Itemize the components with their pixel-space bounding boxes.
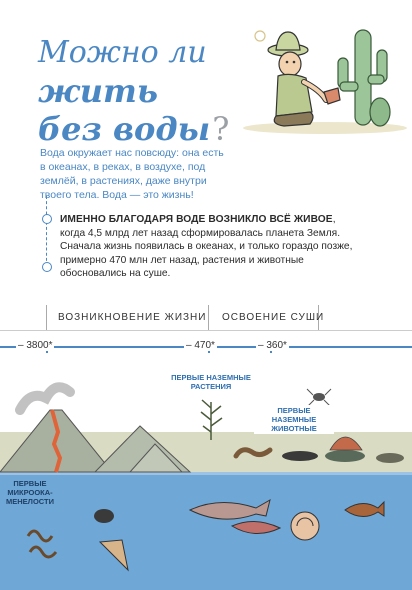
main-paragraph — [60, 213, 360, 281]
connector-dot-bottom — [42, 262, 52, 272]
first-land-plant-icon — [196, 396, 226, 440]
connector-line — [46, 196, 48, 266]
era-divider-line — [0, 330, 412, 331]
date-label-360: – 360* — [258, 340, 287, 351]
caption-first-land-animals: ПЕРВЫЕ НАЗЕМНЫЕ ЖИВОТНЫЕ — [254, 405, 334, 434]
title-line-1: Можно ли — [38, 35, 207, 70]
page-title — [38, 34, 238, 148]
era-label-land: ОСВОЕНИЕ СУШИ — [222, 312, 325, 323]
paragraph-bold: ИМЕННО БЛАГОДАРЯ ВОДЕ ВОЗНИКЛО ВСЁ ЖИВОЕ — [60, 214, 333, 225]
intro-text: Вода окружает нас повсюду: она есть в океанах, в реках, в воздухе, под землёй, в растениях, даже внутри твоего тела. Вода — это жизнь! — [40, 147, 224, 201]
era-label-life: ВОЗНИКНОВЕНИЕ ЖИЗНИ — [58, 312, 207, 323]
date-label-470: – 470* — [186, 340, 215, 351]
title-line-2: жить — [38, 72, 159, 110]
title-line-3 — [38, 110, 238, 148]
date-label-3800: – 3800* — [18, 340, 53, 351]
desert-boy-illustration — [240, 20, 410, 135]
era-tick-2 — [208, 305, 209, 330]
sea-creatures-illustration — [0, 480, 412, 590]
title-line-3-text: без воды — [38, 110, 211, 148]
caption-first-microorganisms: ПЕРВЫЕ МИКРООКА- МЕНЕЛОСТИ — [6, 479, 54, 506]
caption-first-land-plants: ПЕРВЫЕ НАЗЕМНЫЕ РАСТЕНИЯ — [168, 372, 254, 392]
title-question-mark: ? — [212, 110, 230, 148]
paragraph-rest: , когда 4,5 млрд лет назад сформировалась планета Земля. Сначала жизнь появилась в океанах, и только гораздо позже, примерно 470 млн лет назад, растения и животные обосновались на суше. — [60, 214, 353, 280]
connector-dot-top — [42, 214, 52, 224]
era-tick-1 — [46, 305, 47, 330]
